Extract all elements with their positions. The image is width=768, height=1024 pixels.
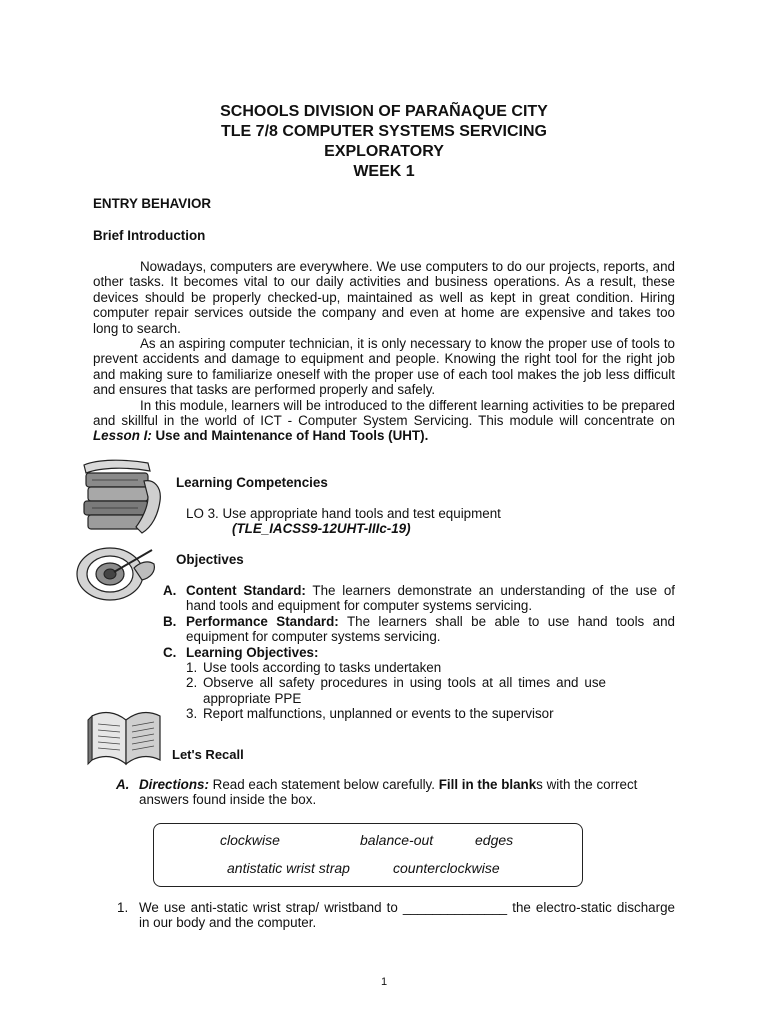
question-text: We use anti-static wrist strap/ wristband to ______________ the electro-static discharge in our body and the computer. (139, 900, 675, 931)
objectives-heading: Objectives (176, 552, 244, 567)
objective-label: Learning Objectives: (186, 644, 319, 660)
document-title-line-1: SCHOOLS DIVISION OF PARAÑAQUE CITY (220, 103, 548, 120)
learning-objective-text: Observe all safety procedures in using tools at all times and use appropriate PPE (203, 675, 606, 706)
stacked-books-icon (78, 457, 164, 543)
objectives-list (163, 583, 675, 722)
objective-item (163, 583, 675, 614)
objective-marker: C. (163, 644, 177, 660)
word-bank-item: edges (475, 832, 514, 848)
word-bank-item: antistatic wrist strap (227, 860, 350, 876)
introduction-body (93, 259, 675, 444)
learning-objective-text: Report malfunctions, unplanned or events to the supervisor (203, 706, 554, 722)
document-title-line-3: EXPLORATORY (324, 143, 444, 160)
intro-paragraph-1: Nowadays, computers are everywhere. We use computers to do our projects, reports, and other tasks. It becomes vital to our daily activities and business operations. As a result, these devices should be properly checked-up, maintained as well as kept in great condition. Hiring computer repair services outside the company and even at home are expensive and takes too long to search. (93, 259, 675, 336)
learning-objectives-list (186, 660, 606, 722)
directions (116, 777, 675, 808)
objective-text: The learners shall be able to use hand tools and equipment for computer systems servicing. (186, 613, 675, 645)
question-1 (117, 900, 675, 931)
learning-objective-number: 2. (186, 675, 198, 691)
word-bank-box (153, 823, 583, 887)
document-title-line-4: WEEK 1 (353, 163, 415, 180)
directions-text-end: s with the correct answers found inside the box. (139, 777, 638, 808)
competency-code: (TLE_IACSS9-12UHT-IIIc-19) (232, 521, 411, 536)
objective-marker: B. (163, 613, 177, 629)
learning-objective-item (186, 706, 606, 721)
question-number: 1. (117, 900, 129, 915)
learning-outcome: LO 3. Use appropriate hand tools and test equipment (186, 506, 501, 521)
learning-objective-number: 3. (186, 706, 198, 722)
objective-marker: A. (163, 583, 177, 598)
learning-objective-number: 1. (186, 660, 198, 676)
objective-item (163, 613, 675, 645)
target-icon (74, 544, 160, 602)
learning-competencies-heading: Learning Competencies (176, 475, 328, 490)
directions-label: Directions: (139, 777, 209, 792)
learning-objective-item (186, 675, 606, 706)
directions-marker: A. (116, 777, 130, 792)
lets-recall-heading: Let's Recall (172, 747, 244, 762)
document-title-line-2: TLE 7/8 COMPUTER SYSTEMS SERVICING (221, 123, 547, 140)
intro-paragraph-2: As an aspiring computer technician, it is only necessary to know the proper use of tools to prevent accidents and damage to equipment and people. Knowing the right tool for the right job and making sure to familiarize oneself with the proper use of each tool makes the job less difficult and ensures that tasks are performed properly and safely. (93, 336, 675, 398)
word-bank-item: balance-out (360, 832, 434, 848)
brief-introduction-heading: Brief Introduction (93, 228, 206, 243)
entry-behavior-heading: ENTRY BEHAVIOR (93, 196, 212, 211)
objective-text: The learners demonstrate an understanding of the use of hand tools and equipment for computer systems servicing. (186, 583, 675, 614)
learning-objective-text: Use tools according to tasks undertaken (203, 660, 442, 676)
lesson-title: Use and Maintenance of Hand Tools (UHT). (151, 428, 429, 444)
directions-text: Read each statement below carefully. (208, 777, 439, 792)
directions-emphasis: Fill in the blank (438, 777, 537, 792)
lesson-label: Lesson I: (93, 428, 152, 444)
intro-paragraph-3 (93, 398, 675, 444)
learning-objective-item (186, 660, 606, 675)
open-book-icon (86, 706, 166, 770)
objective-item (163, 644, 675, 660)
word-bank-item: clockwise (220, 832, 280, 848)
objective-label: Content Standard: (186, 583, 306, 598)
page-number: 1 (380, 976, 388, 988)
word-bank-item: counterclockwise (393, 860, 500, 876)
intro-paragraph-3-start: In this module, learners will be introduced to the different learning activities to be prepared and skillful in the world of ICT - Computer System Servicing. This module will concentrate on (93, 397, 675, 429)
objective-label: Performance Standard: (186, 613, 339, 629)
